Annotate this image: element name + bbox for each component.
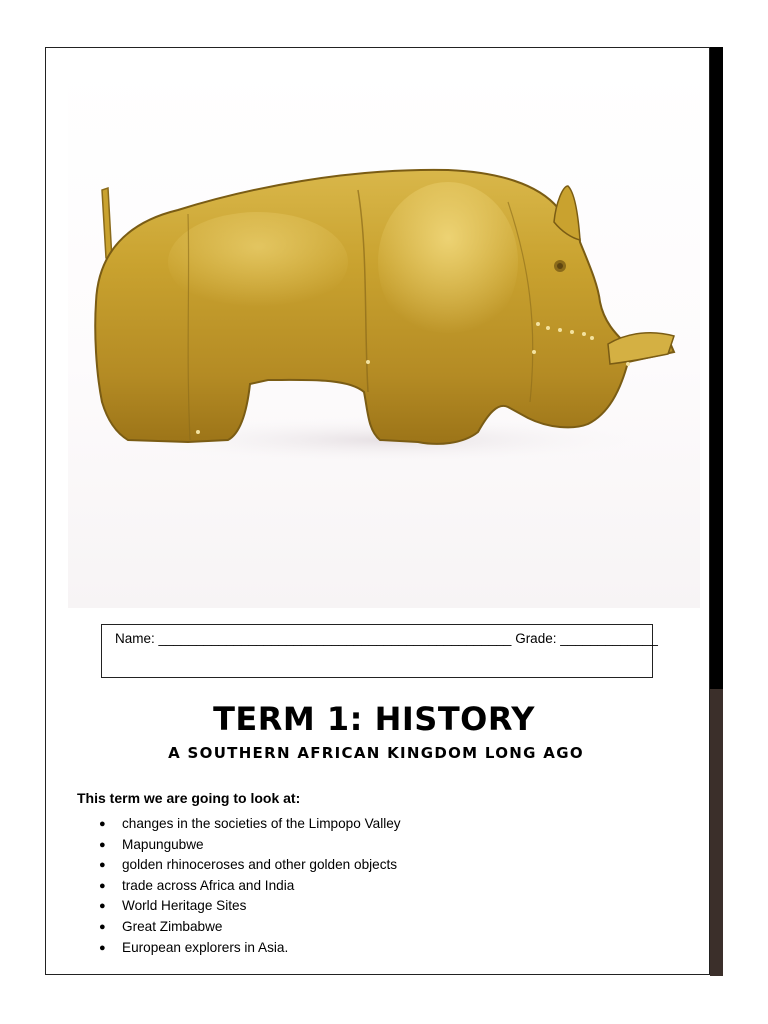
list-item [96,835,401,856]
bullet-icon: ● [99,838,106,851]
page-subtitle: A SOUTHERN AFRICAN KINGDOM LONG AGO [168,744,584,762]
list-item [96,938,401,959]
bullet-icon: ● [99,818,106,830]
list-item [96,876,401,897]
bullet-icon: ● [99,859,106,872]
list-item-text: European explorers in Asia. [122,939,289,955]
list-item-text: golden rhinoceroses and other golden objects [122,857,398,873]
list-item [96,896,401,917]
page-title: TERM 1: HISTORY [213,700,535,738]
list-item-text: trade across Africa and India [122,877,295,893]
bullet-icon: ● [99,879,106,892]
list-item-text: Great Zimbabwe [122,918,223,934]
name-grade-line [115,631,658,646]
name-field[interactable]: _______________________________________________ [158,631,512,646]
list-item-text: changes in the societies of the Limpopo Valley [122,816,401,831]
list-item-text: Mapungubwe [122,836,204,852]
list-item [96,814,401,835]
topic-list [96,814,401,958]
bullet-icon: ● [99,900,106,913]
list-item-text: World Heritage Sites [122,898,247,914]
intro-text: This term we are going to look at: [77,790,301,806]
name-label: Name: [115,631,155,646]
grade-field[interactable]: _____________ [560,631,658,646]
bullet-icon: ● [99,920,106,933]
page-edge-shadow [710,47,723,689]
bullet-icon: ● [99,941,106,954]
list-item [96,855,401,876]
name-grade-box [101,624,658,678]
grade-label: Grade: [515,631,557,646]
list-item [96,917,401,938]
gold-rhinoceros-photo [68,62,700,608]
